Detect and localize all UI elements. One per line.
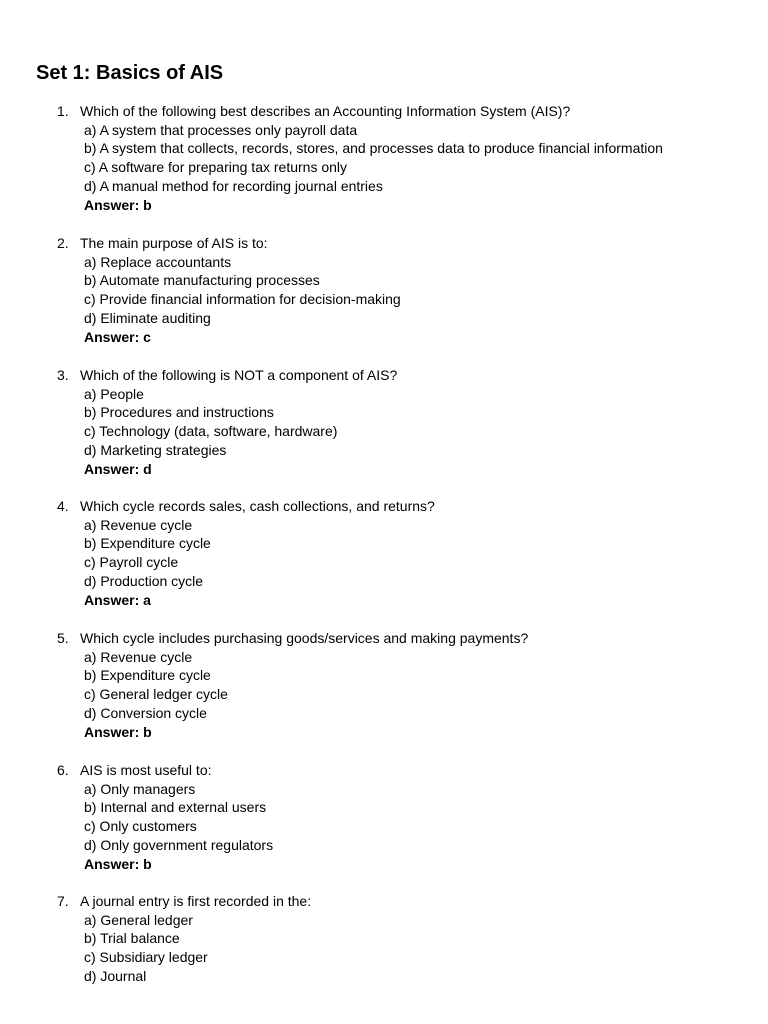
option-c: c) Only customers — [84, 818, 197, 835]
question-prompt: A journal entry is first recorded in the: — [80, 893, 312, 909]
question-text — [57, 892, 757, 911]
option-b: b) Expenditure cycle — [84, 667, 211, 684]
option-a: a) People — [84, 385, 144, 402]
answer-key: Answer: c — [84, 328, 151, 345]
option-a: a) A system that processes only payroll data — [84, 121, 358, 138]
question-number: 6. — [57, 762, 69, 778]
option-d: d) Journal — [84, 967, 147, 984]
option-d: d) Conversion cycle — [84, 704, 207, 721]
option-a: a) General ledger — [84, 911, 193, 928]
question-text — [57, 761, 757, 780]
option-c: c) Payroll cycle — [84, 554, 179, 571]
option-d: d) Eliminate auditing — [84, 309, 211, 326]
option-b: b) A system that collects, records, stores, and processes data to produce financial information — [84, 140, 663, 157]
option-b: b) Automate manufacturing processes — [84, 272, 320, 289]
question-text — [57, 366, 757, 385]
question-prompt: Which of the following best describes an Accounting Information System (AIS)? — [80, 103, 571, 119]
option-d: d) Marketing strategies — [84, 441, 227, 458]
option-b: b) Expenditure cycle — [84, 535, 211, 552]
question-item — [57, 629, 757, 741]
question-number: 2. — [57, 235, 69, 251]
question-number: 3. — [57, 367, 69, 383]
question-text — [57, 234, 757, 253]
question-item — [57, 892, 757, 986]
question-text — [57, 497, 757, 516]
answer-options — [57, 780, 757, 855]
question-prompt: AIS is most useful to: — [80, 762, 212, 778]
question-text — [57, 629, 757, 648]
answer-key: Answer: b — [84, 196, 152, 213]
option-b: b) Procedures and instructions — [84, 404, 274, 421]
answer-options — [57, 121, 757, 196]
answer-options — [57, 253, 757, 328]
option-a: a) Revenue cycle — [84, 648, 193, 665]
question-number: 5. — [57, 630, 69, 646]
option-c: c) Provide financial information for decision-making — [84, 291, 401, 308]
question-item — [57, 102, 757, 214]
answer-options — [57, 385, 757, 460]
answer-options — [57, 911, 757, 986]
question-item — [57, 234, 757, 346]
option-a: a) Only managers — [84, 780, 196, 797]
option-d: d) Production cycle — [84, 572, 204, 589]
question-prompt: Which cycle records sales, cash collections, and returns? — [80, 498, 435, 514]
answer-key: Answer: d — [84, 460, 152, 477]
answer-key: Answer: b — [84, 855, 152, 872]
answer-key: Answer: a — [84, 591, 151, 608]
question-prompt: Which of the following is NOT a component of AIS? — [80, 367, 398, 383]
option-a: a) Revenue cycle — [84, 516, 193, 533]
question-prompt: Which cycle includes purchasing goods/services and making payments? — [80, 630, 529, 646]
option-c: c) A software for preparing tax returns only — [84, 159, 348, 176]
option-b: b) Trial balance — [84, 930, 180, 947]
answer-key: Answer: b — [84, 723, 152, 740]
option-c: c) General ledger cycle — [84, 686, 228, 703]
question-item — [57, 761, 757, 873]
question-text — [57, 102, 757, 121]
question-number: 1. — [57, 103, 69, 119]
option-c: c) Technology (data, software, hardware) — [84, 423, 338, 440]
option-d: d) Only government regulators — [84, 836, 274, 853]
question-item — [57, 497, 757, 609]
question-prompt: The main purpose of AIS is to: — [80, 235, 268, 251]
question-number: 4. — [57, 498, 69, 514]
answer-options — [57, 648, 757, 723]
option-a: a) Replace accountants — [84, 253, 232, 270]
question-item — [57, 366, 757, 478]
answer-options — [57, 516, 757, 591]
option-c: c) Subsidiary ledger — [84, 949, 208, 966]
page-title: Set 1: Basics of AIS — [36, 62, 224, 84]
option-d: d) A manual method for recording journal entries — [84, 177, 383, 194]
option-b: b) Internal and external users — [84, 799, 267, 816]
question-number: 7. — [57, 893, 69, 909]
